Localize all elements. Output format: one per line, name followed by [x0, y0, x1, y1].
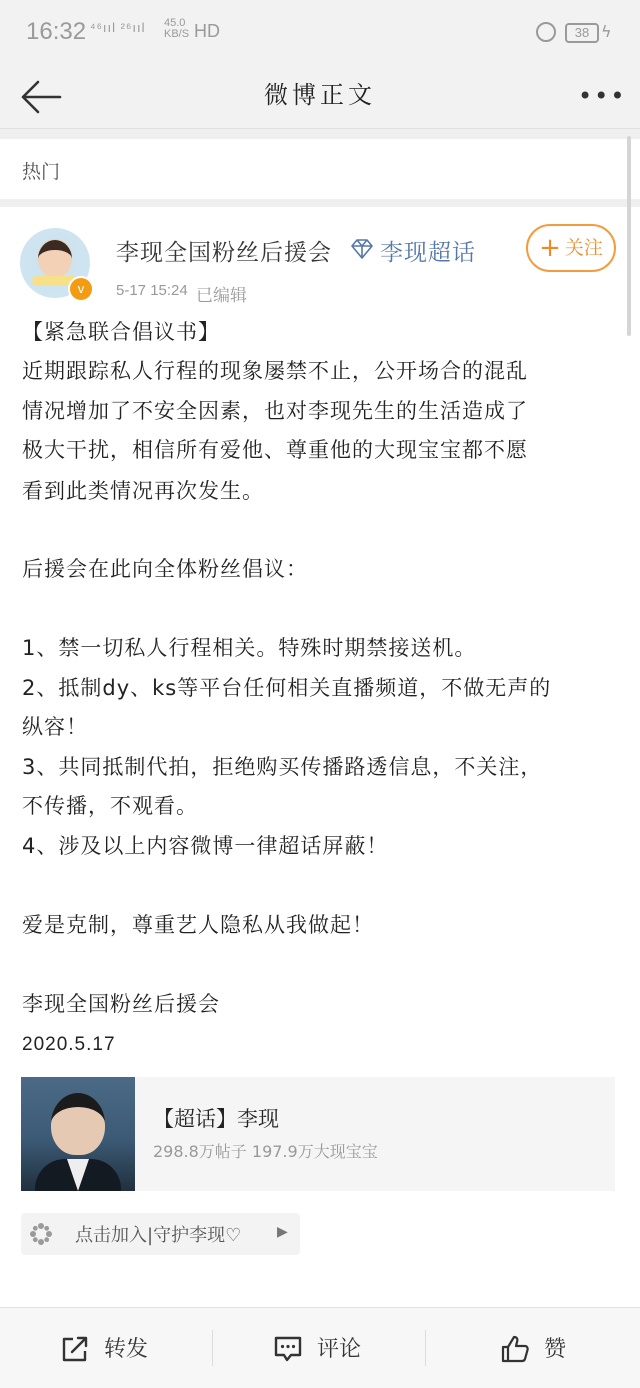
post-text-line: 极大干扰，相信所有爱他、尊重他的大现宝宝都不愿	[22, 438, 528, 462]
page-title: 微博正文	[264, 81, 376, 109]
charging-icon: ϟ	[601, 22, 612, 41]
section-gap	[0, 129, 640, 139]
post-text-line: 近期跟踪私人行程的现象屡禁不止，公开场合的混乱	[22, 359, 528, 383]
network-speed-value: 45.0	[164, 17, 186, 29]
nav-bar	[0, 64, 640, 129]
hd-indicator: HD	[194, 21, 220, 41]
post-text-line: 情况增加了不安全因素，也对李现先生的生活造成了	[22, 399, 528, 423]
comment-label: 评论	[317, 1337, 362, 1362]
post-text-line: 3、共同抵制代拍，拒绝购买传播路透信息，不关注，	[22, 755, 543, 779]
more-button[interactable]: •••	[578, 82, 627, 110]
flower-icon	[29, 1222, 53, 1246]
repost-icon	[60, 1334, 90, 1364]
battery-icon: 38	[565, 23, 599, 43]
post-text-line: 【紧急联合倡议书】	[22, 320, 220, 344]
join-topic-label: 点击加入|守护李现♡	[75, 1225, 242, 1246]
status-time: 16:32	[26, 18, 87, 45]
like-label: 赞	[544, 1337, 567, 1362]
network-speed-unit: KB/S	[164, 28, 190, 40]
action-bar	[0, 1307, 640, 1388]
repost-label: 转发	[104, 1337, 149, 1362]
comment-button[interactable]	[213, 1308, 425, 1388]
follow-button[interactable]	[526, 224, 616, 272]
post-text-line: 看到此类情况再次发生。	[22, 479, 264, 503]
signal-icon: ⁴⁶ııl ²⁶ııl	[90, 20, 146, 35]
post-text-line: 纵容！	[22, 715, 88, 739]
post-text-line: 1、禁一切私人行程相关。特殊时期禁接送机。	[22, 636, 477, 660]
topic-title: 【超话】李现	[153, 1107, 279, 1131]
post-time: 5-17 15:24	[116, 282, 188, 299]
avatar-face	[38, 240, 72, 278]
network-speed	[164, 18, 189, 40]
scrollbar[interactable]	[627, 136, 631, 336]
post-text-line: 4、涉及以上内容微博一律超话屏蔽！	[22, 834, 389, 858]
topic-stats: 298.8万帖子 197.9万大现宝宝	[153, 1142, 378, 1161]
hot-label: 热门	[22, 161, 61, 183]
status-bar	[0, 0, 640, 64]
verified-badge-icon: v	[68, 276, 94, 302]
post-date: 2020.5.17	[22, 1034, 116, 1055]
join-topic-button[interactable]	[21, 1213, 300, 1255]
follow-label: 关注	[564, 237, 603, 259]
alarm-icon	[536, 22, 556, 42]
section-gap	[0, 199, 640, 207]
topic-cover-head	[51, 1093, 105, 1155]
super-topic-card[interactable]	[21, 1077, 615, 1191]
plus-icon: +	[539, 233, 561, 263]
comment-icon	[273, 1334, 303, 1364]
post-text-line: 2、抵制dy、ks等平台任何相关直播频道，不做无声的	[22, 676, 552, 700]
post-text-line: 爱是克制，尊重艺人隐私从我做起！	[22, 913, 374, 937]
thumbs-up-icon	[500, 1334, 530, 1364]
super-topic-link[interactable]: 李现超话	[380, 240, 476, 266]
diamond-icon	[350, 238, 374, 260]
edited-label: 已编辑	[196, 286, 247, 306]
post-text-line: 不传播，不观看。	[22, 794, 198, 818]
repost-button[interactable]	[0, 1308, 212, 1388]
post-text-line: 后援会在此向全体粉丝倡议：	[22, 557, 308, 581]
play-arrow-icon: ▶	[277, 1224, 288, 1240]
post-text-line: 李现全国粉丝后援会	[22, 992, 220, 1016]
author-name[interactable]: 李现全国粉丝后援会	[116, 240, 332, 266]
like-button[interactable]	[426, 1308, 638, 1388]
topic-cover-image	[21, 1077, 135, 1191]
hot-bar	[0, 139, 640, 199]
